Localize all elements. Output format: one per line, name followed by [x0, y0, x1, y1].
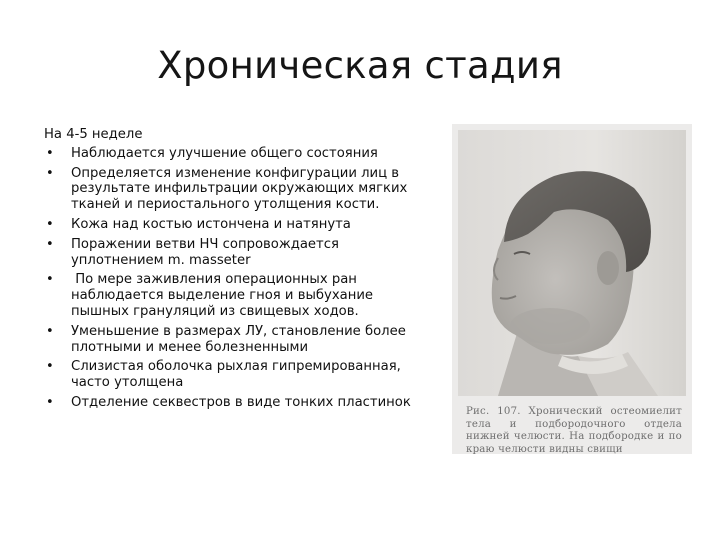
bullet-dot: • [46, 165, 54, 181]
list-item [44, 237, 414, 269]
bullet-dot: • [46, 323, 54, 339]
bullet-text: Отделение секвестров в виде тонких пластинок [71, 394, 411, 410]
bullet-text: Наблюдается улучшение общего состояния [71, 145, 378, 161]
list-item [44, 324, 414, 356]
bullet-dot: • [46, 216, 54, 232]
bullet-list [44, 146, 414, 411]
bullet-dot: • [46, 359, 54, 375]
figure-caption: Рис. 107. Хронический остеомиелит тела и подбородочного отдела нижней челюсти. На подбородке и по краю челюсти видны свищи [466, 406, 682, 455]
clinical-figure [452, 124, 692, 454]
list-item [44, 217, 414, 233]
bullet-text: Уменьшение в размерах ЛУ, становление более плотными и менее болезненными [71, 323, 406, 355]
bullet-dot: • [46, 394, 54, 410]
slide-title: Хроническая стадия [157, 44, 563, 87]
list-item [44, 359, 414, 391]
intro-line: На 4-5 неделе [44, 127, 143, 142]
bullet-text: По мере заживления операционных ран наблюдается выделение гноя и выбухание пышных грануляций из свищевых ходов. [71, 272, 378, 319]
list-item [44, 395, 414, 411]
bullet-dot: • [46, 272, 54, 288]
profile-silhouette-image [458, 130, 686, 396]
bullet-text: Определяется изменение конфигурации лиц в результате инфильтрации окружающих мягких тканей и периостального утолщения кости. [71, 165, 408, 213]
bullet-text: Слизистая оболочка рыхлая гипремированная, часто утолщена [71, 359, 401, 391]
list-item [44, 272, 414, 319]
patient-profile-photo [458, 130, 686, 396]
bullet-dot: • [46, 236, 54, 252]
slide-body [44, 127, 414, 415]
bullet-text: Кожа над костью истончена и натянута [71, 216, 351, 232]
bullet-text: Поражении ветви НЧ сопровождается уплотнением m. masseter [71, 236, 339, 268]
list-item [44, 146, 414, 162]
list-item [44, 166, 414, 213]
bullet-dot: • [46, 145, 54, 161]
